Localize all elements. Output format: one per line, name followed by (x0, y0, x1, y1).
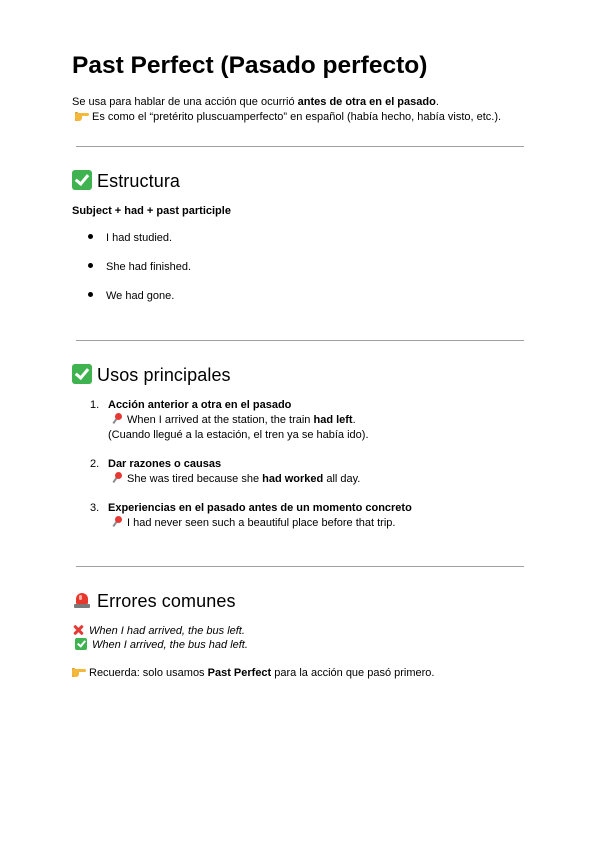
page-title: Past Perfect (Pasado perfecto) (72, 52, 428, 79)
pushpin-icon (112, 413, 123, 424)
usage-title: Experiencias en el pasado antes de un momento concreto (108, 502, 412, 514)
section-heading-label: Errores comunes (97, 591, 236, 611)
intro-line-2 (75, 110, 501, 125)
section-heading-label: Usos principales (97, 365, 231, 385)
intro-text: Se usa para hablar de una acción que ocurrió (72, 96, 298, 108)
section-heading-label: Estructura (97, 171, 181, 191)
divider (76, 340, 524, 341)
section-heading-estructura (72, 170, 180, 192)
intro-line-1 (72, 95, 439, 110)
check-mark-icon (75, 638, 87, 650)
pushpin-icon (112, 472, 123, 483)
wrong-example: When I had arrived, the bus left. (72, 624, 245, 639)
reminder: Recuerda: solo usamos Past Perfect para la acción que pasó primero. (72, 666, 434, 681)
intro-bold: antes de otra en el pasado (297, 96, 436, 108)
intro-note: Es como el “pretérito pluscuamperfecto” en español (había hecho, había visto, etc.). (92, 111, 502, 123)
usage-title: Dar razones o causas (108, 458, 222, 470)
list-item: I had studied. (88, 232, 172, 244)
list-item: We had gone. (88, 290, 174, 302)
structure-formula: Subject + had + past participle (72, 205, 231, 217)
check-mark-icon (72, 170, 92, 190)
pointing-right-icon (72, 666, 86, 677)
intro-period: . (435, 96, 439, 108)
divider (76, 566, 524, 567)
section-heading-usos (72, 364, 231, 386)
check-mark-icon (72, 364, 92, 384)
cross-mark-icon (72, 624, 84, 636)
pushpin-icon (112, 516, 123, 527)
police-light-icon (72, 590, 92, 610)
usage-translation: (Cuando llegué a la estación, el tren ya se había ido). (108, 429, 369, 441)
pointing-right-icon (75, 110, 89, 121)
list-item: She had finished. (88, 261, 191, 273)
usage-title: Acción anterior a otra en el pasado (108, 399, 292, 411)
section-heading-errores (72, 590, 236, 612)
right-example: When I arrived, the bus had left. (75, 638, 248, 653)
divider (76, 146, 524, 147)
